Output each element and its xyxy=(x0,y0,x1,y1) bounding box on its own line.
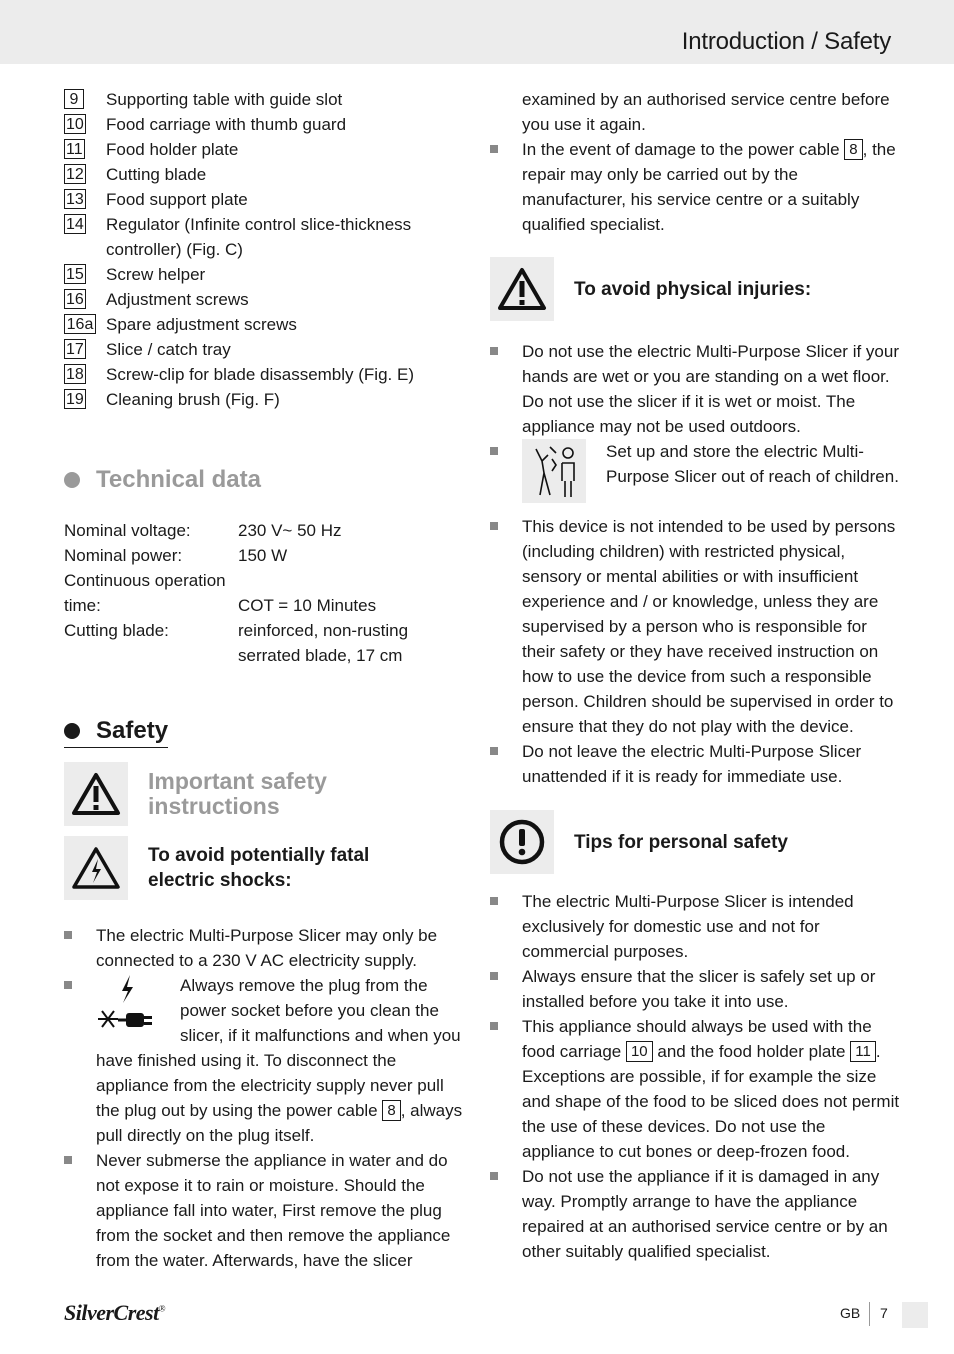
brand-logo: SilverCrest® xyxy=(64,1300,166,1325)
page-number: 7 xyxy=(880,1305,888,1321)
spec-value: 230 V~ 50 Hz xyxy=(238,521,342,540)
language-code: GB xyxy=(840,1305,861,1321)
safety-heading: Safety xyxy=(64,712,464,752)
warning-triangle-icon xyxy=(64,762,128,826)
bullet-wet-hands: Do not use the electric Multi-Purpose Slicer if your hands are wet or you are standing on a wet floor. Do not use the slicer if it is wet or moist. The appliance may not be used outdoors. xyxy=(490,339,900,439)
parts-list-item xyxy=(64,337,464,362)
parts-list-item xyxy=(64,212,464,262)
spec-value: serrated blade, 17 cm xyxy=(238,646,403,665)
bullet-square-icon xyxy=(490,347,498,355)
part-label: Adjustment screws xyxy=(106,290,249,309)
bullet-square-icon xyxy=(490,972,498,980)
bullet-domestic-use: The electric Multi-Purpose Slicer is intended exclusively for domestic use and not for commercial purposes. xyxy=(490,889,900,964)
heading-bullet-icon xyxy=(64,472,80,488)
bullet-restricted-persons: This device is not intended to be used by persons (including children) with restricted physical, sensory or mental abilities or with insufficient experience and / or knowledge, unless they are supervised by a person who is responsible for their safety or they have received instruction on how to use the device from such a responsible person. Children should be supervised in order to ensure that they do not play with the device. xyxy=(490,514,900,739)
part-ref-8: 8 xyxy=(382,1100,400,1121)
footer-divider xyxy=(869,1302,870,1326)
personal-safety-block xyxy=(490,810,900,874)
spec-key: Continuous operation xyxy=(64,571,226,590)
part-number-box: 16 xyxy=(66,291,84,308)
physical-injuries-block xyxy=(490,257,900,321)
technical-data-row xyxy=(64,618,464,643)
bullet-square-icon xyxy=(64,1156,72,1164)
bullet-square-icon xyxy=(490,1172,498,1180)
electric-shock-block xyxy=(64,836,464,900)
page-title: Introduction / Safety xyxy=(681,28,891,55)
page-tab-marker xyxy=(902,1302,928,1328)
part-label: Regulator (Infinite control slice-thickness controller) (Fig. C) xyxy=(106,215,412,259)
bullet-power-cable: In the event of damage to the power cable 8 , the repair may only be carried out by the manufacturer, his service centre or a suitably qualified specialist. xyxy=(490,137,900,237)
technical-data-heading: Technical data xyxy=(64,460,464,500)
parts-list-item xyxy=(64,187,464,212)
part-label: Cutting blade xyxy=(106,165,207,184)
bullet-unattended: Do not leave the electric Multi-Purpose Slicer unattended if it is ready for immediate use. xyxy=(490,739,900,789)
part-ref-11: 11 xyxy=(850,1041,876,1062)
parts-list xyxy=(64,87,464,412)
spec-key xyxy=(64,643,238,668)
technical-data-table xyxy=(64,518,464,668)
part-number-box: 16a xyxy=(64,314,96,334)
parts-list-item xyxy=(64,262,464,287)
spec-key: Cutting blade: xyxy=(64,621,169,640)
keep-away-children-icon xyxy=(522,439,586,503)
parts-list-item xyxy=(64,362,464,387)
bullet-water: Never submerse the appliance in water and do not expose it to rain or moisture. Should the appliance fall into water, First remove the plug from the socket and then remove the appliance from the water. Afterwards, have the slicer xyxy=(64,1148,464,1273)
part-label: Screw helper xyxy=(106,265,206,284)
bullet-food-carriage: This appliance should always be used with the food carriage 10 and the food holder plate 11 . Exceptions are possible, if for example the size and shape of the food to be sliced does not permit the use of these devices. Do not use the appliance to cut bones or deep-frozen food. xyxy=(490,1014,900,1164)
part-number-box: 13 xyxy=(66,191,84,208)
heading-bullet-icon xyxy=(64,723,80,739)
spec-value: reinforced, non-rusting xyxy=(238,621,409,640)
parts-list-item xyxy=(64,137,464,162)
bullet-children: Set up and store the electric Multi-Purpose Slicer out of reach of children. xyxy=(490,439,900,514)
bullet-square-icon xyxy=(490,522,498,530)
technical-data-row xyxy=(64,568,464,593)
parts-list-item xyxy=(64,87,464,112)
personal-safety-title: Tips for personal safety xyxy=(574,831,788,853)
part-label: Screw-clip for blade disassembly (Fig. E) xyxy=(106,365,414,384)
technical-data-row xyxy=(64,593,464,618)
part-label: Supporting table with guide slot xyxy=(106,90,343,109)
part-label: Food support plate xyxy=(106,190,248,209)
spec-value: COT = 10 Minutes xyxy=(238,596,377,615)
important-safety-block xyxy=(64,762,464,826)
spec-value: 150 W xyxy=(238,546,288,565)
part-number-box: 14 xyxy=(66,216,84,233)
technical-data-row xyxy=(64,543,464,568)
electric-hazard-icon xyxy=(64,836,128,900)
part-number-box: 9 xyxy=(64,89,84,109)
right-column xyxy=(490,87,900,1264)
spec-key: time: xyxy=(64,596,101,615)
bullet-damaged: Do not use the appliance if it is damaged in any way. Promptly arrange to have the appliance repaired at an authorised service centre or by an other suitably qualified specialist. xyxy=(490,1164,900,1264)
bullet-square-icon xyxy=(64,981,72,989)
part-label: Cleaning brush (Fig. F) xyxy=(106,390,280,409)
part-label: Food holder plate xyxy=(106,140,239,159)
bullet-voltage: The electric Multi-Purpose Slicer may only be connected to a 230 V AC electricity supply. xyxy=(64,923,464,973)
spec-key: Nominal voltage: xyxy=(64,521,191,540)
bullet-square-icon xyxy=(490,897,498,905)
bullet-square-icon xyxy=(490,447,498,455)
part-ref-10: 10 xyxy=(626,1041,653,1062)
part-number-box: 10 xyxy=(66,116,84,133)
spec-value xyxy=(238,568,464,593)
spec-key: Nominal power: xyxy=(64,546,183,565)
bullet-unplug: Always remove the plug from the power socket before you clean the slicer, if it malfunctions and when you have finished using it. To disconnect the appliance from the electricity supply never pull the plug out by using the power cable 8 , always pull directly on the plug itself. xyxy=(64,973,464,1148)
part-number-box: 19 xyxy=(66,391,84,408)
technical-data-row xyxy=(64,518,464,543)
unplug-icon xyxy=(96,973,160,1037)
bullet-square-icon xyxy=(64,931,72,939)
parts-list-item xyxy=(64,287,464,312)
part-label: Spare adjustment screws xyxy=(106,315,297,334)
continued-text: examined by an authorised service centre before you use it again. xyxy=(522,90,890,134)
parts-list-item xyxy=(64,162,464,187)
part-ref-8: 8 xyxy=(844,139,862,160)
part-number-box: 18 xyxy=(66,366,84,383)
bullet-square-icon xyxy=(490,1022,498,1030)
part-number-box: 15 xyxy=(66,266,84,283)
bullet-safe-setup: Always ensure that the slicer is safely set up or installed before you take it into use. xyxy=(490,964,900,1014)
left-column xyxy=(64,87,464,1273)
parts-list-item xyxy=(64,387,464,412)
technical-data-row xyxy=(64,643,464,668)
important-safety-title: Important safety instructions xyxy=(148,768,327,819)
part-label: Food carriage with thumb guard xyxy=(106,115,347,134)
parts-list-item xyxy=(64,112,464,137)
exclamation-circle-icon xyxy=(490,810,554,874)
bullet-square-icon xyxy=(490,747,498,755)
part-number-box: 11 xyxy=(66,141,83,158)
warning-triangle-icon xyxy=(490,257,554,321)
part-number-box: 17 xyxy=(66,341,84,358)
part-label: Slice / catch tray xyxy=(106,340,231,359)
parts-list-item xyxy=(64,312,464,337)
bullet-square-icon xyxy=(490,145,498,153)
electric-shock-title: To avoid potentially fatal electric shocks: xyxy=(148,845,370,891)
physical-injuries-title: To avoid physical injuries: xyxy=(574,278,812,300)
part-number-box: 12 xyxy=(66,166,84,183)
